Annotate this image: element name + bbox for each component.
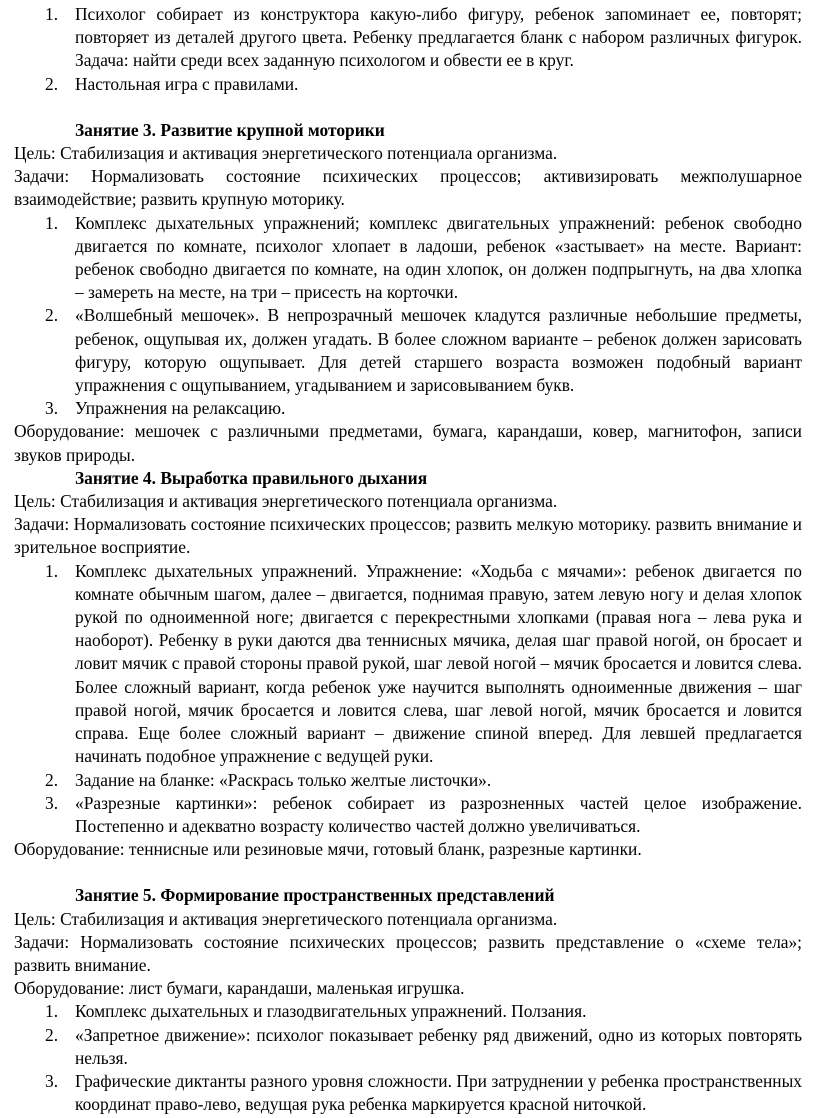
list-item bbox=[14, 1070, 802, 1116]
list-number: 3. bbox=[45, 1070, 59, 1091]
list-item bbox=[14, 1000, 802, 1023]
list-item bbox=[14, 1024, 802, 1070]
list-item-text: Психолог собирает из конструктора какую-либо фигуру, ребенок запоминает ее, повторят; повторяет из деталей другого цвета. Ребенку предлагается бланк с набором различных фигурок. Задача: найти среди всех заданную психологом и обвести ее в круг. bbox=[75, 4, 802, 71]
list-item-text: «Запретное движение»: психолог показывает ребенку ряд движений, одно из которых повторять нельзя. bbox=[75, 1024, 802, 1068]
list-item-text: Упражнения на релаксацию. bbox=[75, 398, 286, 419]
list-number: 2. bbox=[45, 73, 59, 94]
exercise-list bbox=[14, 560, 802, 838]
list-number: 2. bbox=[45, 305, 59, 326]
list-number: 3. bbox=[45, 792, 59, 813]
list-item-text: Графические диктанты разного уровня сложности. При затруднении у ребенка пространственных координат право-лево, ведущая рука ребенка маркируется красной ниточкой. bbox=[75, 1070, 802, 1115]
spacer bbox=[14, 96, 802, 119]
list-item bbox=[14, 304, 802, 397]
lesson-3 bbox=[14, 119, 802, 467]
lesson-equipment: Оборудование: мешочек с различными предметами, бумага, карандаши, ковер, магнитофон, записи звуков природы. bbox=[14, 421, 802, 465]
list-number: 1. bbox=[45, 1001, 59, 1022]
lesson-5 bbox=[14, 884, 802, 1116]
lesson-tasks: Задачи: Нормализовать состояние психических процессов; активизировать межполушарное взаимодействие; развить крупную моторику. bbox=[14, 166, 802, 210]
list-item bbox=[14, 769, 802, 792]
exercise-list bbox=[14, 212, 802, 421]
list-number: 3. bbox=[45, 398, 59, 419]
lesson-equipment: Оборудование: лист бумаги, карандаши, маленькая игрушка. bbox=[14, 978, 465, 999]
list-item-text: Задание на бланке: «Раскрась только желтые листочки». bbox=[75, 769, 492, 790]
list-item bbox=[14, 3, 802, 73]
list-item-text: «Разрезные картинки»: ребенок собирает из разрозненных частей целое изображение. Постепенно и адекватно возрасту количество частей должно увеличиваться. bbox=[75, 792, 802, 836]
lesson-goal: Цель: Стабилизация и активация энергетического потенциала организма. bbox=[14, 143, 558, 164]
list-item bbox=[14, 560, 802, 769]
lesson-tasks: Задачи: Нормализовать состояние психических процессов; развить мелкую моторику. развить внимание и зрительное восприятие. bbox=[14, 514, 802, 558]
list-item bbox=[14, 73, 802, 96]
list-item-text: Комплекс дыхательных и глазодвигательных упражнений. Ползания. bbox=[75, 1001, 587, 1022]
lesson-equipment: Оборудование: теннисные или резиновые мячи, готовый бланк, разрезные картинки. bbox=[14, 839, 642, 860]
list-item-text: Настольная игра с правилами. bbox=[75, 73, 299, 94]
list-item-text: Комплекс дыхательных упражнений. Упражнение: «Ходьба с мячами»: ребенок двигается по комнате обычным шагом, далее – двигается, поднимая правую, затем левую ногу и делая хлопок рукой по одноименной ноге; двигается с перекрестными хлопками (правая нога – лева рука и наоборот). Ребенку в руки даются два теннисных мячика, делая шаг правой ногой, он бросает и ловит мячик с правой стороны правой рукой, шаг левой ногой – мячик бросается и ловится слева. Более сложный вариант, когда ребенок уже научится выполнять одноименные движения – шаг правой ногой, мячик бросается и ловится слева, шаг левой ногой, мячик бросается и ловится справа. Еще более сложный вариант – движение спиной вперед. Для левшей предлагается начинать подобное упражнение с ведущей руки. bbox=[75, 560, 802, 767]
list-number: 2. bbox=[45, 1024, 59, 1045]
list-item bbox=[14, 212, 802, 305]
list-item-text: Комплекс дыхательных упражнений; комплекс двигательных упражнений: ребенок свободно двигается по комнате, психолог хлопает в ладоши, ребенок «застывает» на месте. Вариант: ребенок свободно двигается по комнате, на один хлопок, он должен подпрыгнуть, на два хлопка – замереть на месте, на три – присесть на корточки. bbox=[75, 212, 802, 303]
top-list bbox=[14, 3, 802, 96]
lesson-tasks: Задачи: Нормализовать состояние психических процессов; развить представление о «схеме тела»; развить внимание. bbox=[14, 931, 802, 975]
list-number: 1. bbox=[45, 212, 59, 233]
spacer bbox=[14, 861, 802, 884]
list-item bbox=[14, 397, 802, 420]
list-item-text: «Волшебный мешочек». В непрозрачный мешочек кладутся различные небольшие предметы, ребенок, ощупывая их, должен угадать. В более сложном варианте – ребенок должен зарисовать фигуру, которую ощупывает. Для детей старшего возраста возможен подобный вариант упражнения с ощупыванием, угадыванием и зарисовыванием букв. bbox=[75, 305, 802, 396]
lesson-goal: Цель: Стабилизация и активация энергетического потенциала организма. bbox=[14, 491, 558, 512]
lesson-title: Занятие 5. Формирование пространственных представлений bbox=[75, 885, 555, 906]
list-number: 2. bbox=[45, 769, 59, 790]
lesson-title: Занятие 3. Развитие крупной моторики bbox=[75, 119, 385, 140]
list-number: 1. bbox=[45, 560, 59, 581]
lesson-goal: Цель: Стабилизация и активация энергетического потенциала организма. bbox=[14, 908, 558, 929]
exercise-list bbox=[14, 1000, 802, 1116]
list-item bbox=[14, 792, 802, 838]
list-number: 1. bbox=[45, 4, 59, 24]
lesson-title: Занятие 4. Выработка правильного дыхания bbox=[75, 467, 428, 488]
lesson-4 bbox=[14, 467, 802, 861]
